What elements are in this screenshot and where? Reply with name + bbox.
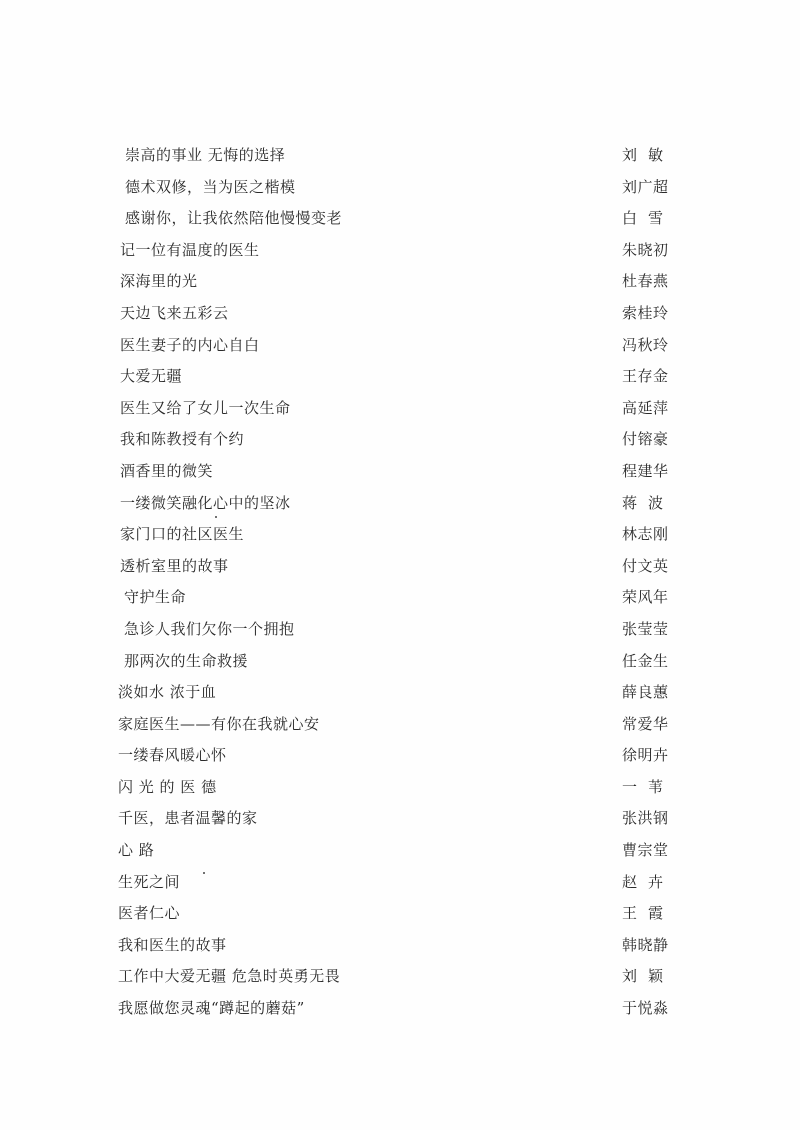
entry-author: 荣风年 [622, 588, 669, 607]
entry-title: 淡如水 浓于血 [118, 683, 217, 702]
list-item [0, 140, 800, 172]
list-item [0, 298, 800, 330]
entry-title: 我和医生的故事 [118, 935, 227, 954]
entry-author: 一 苇 [622, 777, 664, 796]
list-item [0, 330, 800, 362]
list-item [0, 772, 800, 804]
entry-title: 我和陈教授有个约 [120, 430, 245, 449]
entry-title: 守护生命 [124, 588, 187, 607]
entry-author: 王 霞 [622, 904, 664, 923]
entry-title: 感谢你，让我依然陪他慢慢变老 [125, 209, 343, 228]
entry-author: 白 雪 [622, 209, 664, 228]
entry-author: 曹宗堂 [622, 841, 669, 860]
entry-author: 林志刚 [622, 525, 669, 544]
list-item [0, 677, 800, 709]
entry-title: 千医，患者温馨的家 [118, 809, 258, 828]
scan-speck [215, 516, 217, 518]
entry-title: 深海里的光 [120, 272, 198, 291]
entry-author: 冯秋玲 [622, 335, 669, 354]
entry-author: 于悦淼 [622, 999, 669, 1018]
entry-author: 张洪钢 [622, 809, 669, 828]
entry-author: 付文英 [622, 556, 669, 575]
entry-title: 心 路 [118, 841, 155, 860]
list-item [0, 582, 800, 614]
list-item [0, 172, 800, 204]
entry-author: 付镕豪 [622, 430, 669, 449]
entry-title: 医者仁心 [118, 904, 181, 923]
entry-title: 酒香里的微笑 [120, 461, 214, 480]
entry-title: 一缕春风暖心怀 [118, 746, 227, 765]
entry-author: 程建华 [622, 461, 669, 480]
list-item [0, 803, 800, 835]
entry-title: 一缕微笑融化心中的坚冰 [120, 493, 291, 512]
entry-author: 刘广超 [622, 177, 669, 196]
list-item [0, 961, 800, 993]
entry-author: 徐明卉 [622, 746, 669, 765]
list-item [0, 835, 800, 867]
entry-author: 索桂玲 [622, 303, 669, 322]
list-item [0, 519, 800, 551]
list-item [0, 424, 800, 456]
entry-author: 刘 敏 [622, 146, 664, 164]
entry-author: 韩晓静 [622, 935, 669, 954]
entry-author: 蒋 波 [622, 493, 664, 512]
entry-title: 医生妻子的内心自白 [120, 335, 260, 354]
list-item [0, 203, 800, 235]
entry-title: 天边飞来五彩云 [120, 303, 229, 322]
list-item [0, 930, 800, 962]
list-item [0, 361, 800, 393]
entry-title: 家门口的社区医生 [120, 525, 245, 544]
list-item [0, 709, 800, 741]
scan-speck [203, 872, 205, 874]
list-item [0, 551, 800, 583]
entry-author: 高延萍 [622, 398, 669, 417]
entry-title: 急诊人我们欠你一个拥抱 [124, 619, 295, 638]
list-item [0, 235, 800, 267]
entry-author: 常爱华 [622, 714, 669, 733]
entry-title: 闪 光 的 医 德 [118, 777, 217, 796]
entry-author: 张莹莹 [622, 619, 669, 638]
list-item [0, 867, 800, 899]
entry-author: 刘 颖 [622, 967, 664, 986]
list-item [0, 740, 800, 772]
list-item [0, 393, 800, 425]
entry-title: 那两次的生命救援 [124, 651, 249, 670]
entry-title: 工作中大爱无疆 危急时英勇无畏 [118, 967, 341, 986]
list-item [0, 898, 800, 930]
list-item [0, 993, 800, 1025]
entry-author: 任金生 [622, 651, 669, 670]
list-item [0, 488, 800, 520]
entry-title: 生死之间 [118, 872, 181, 891]
entry-author: 王存金 [622, 367, 669, 386]
entry-title: 我愿做您灵魂“蹲起的蘑菇” [118, 999, 305, 1018]
entry-title: 大爱无疆 [120, 367, 183, 386]
list-item [0, 646, 800, 678]
list-item [0, 266, 800, 298]
entry-title: 崇高的事业 无悔的选择 [125, 146, 286, 164]
entry-author: 赵 卉 [622, 872, 664, 891]
entry-author: 朱晓初 [622, 240, 669, 259]
entry-title: 家庭医生——有你在我就心安 [118, 714, 320, 733]
entry-title: 透析室里的故事 [120, 556, 229, 575]
entry-title: 记一位有温度的医生 [120, 240, 260, 259]
list-item [0, 614, 800, 646]
contents-list [0, 140, 800, 1025]
entry-title: 德术双修，当为医之楷模 [125, 177, 296, 196]
entry-author: 杜春燕 [622, 272, 669, 291]
entry-author: 薛良蕙 [622, 683, 669, 702]
list-item [0, 456, 800, 488]
entry-title: 医生又给了女儿一次生命 [120, 398, 291, 417]
